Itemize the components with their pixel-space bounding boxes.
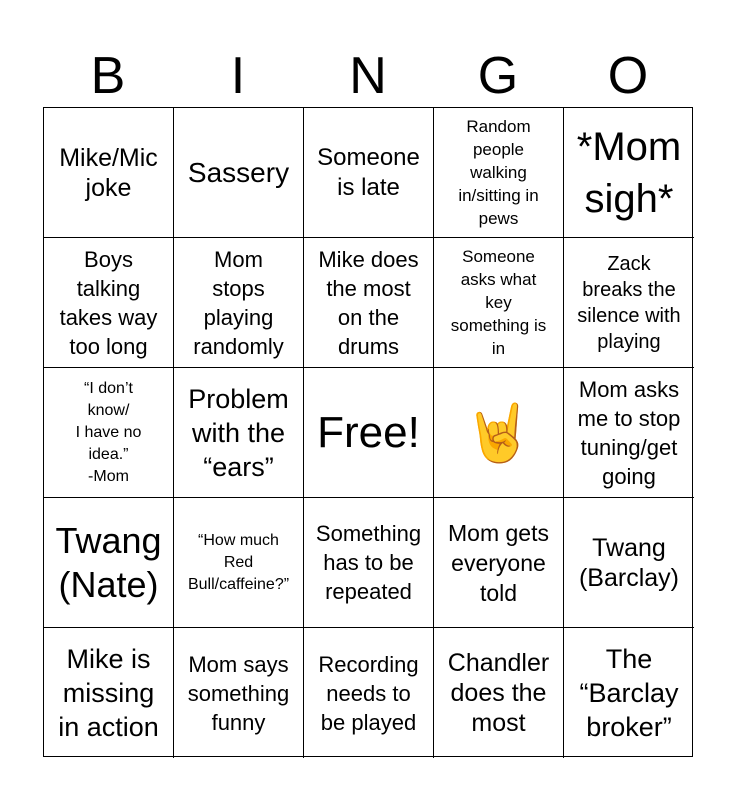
bingo-cell[interactable]	[174, 368, 304, 498]
bingo-header	[43, 45, 693, 107]
bingo-cell[interactable]	[564, 628, 694, 758]
bingo-cell[interactable]	[434, 238, 564, 368]
bingo-cell[interactable]	[564, 108, 694, 238]
bingo-cell[interactable]	[564, 238, 694, 368]
cell-text: Mom stops playing randomly	[193, 246, 284, 359]
bingo-cell[interactable]	[44, 498, 174, 628]
bingo-cell[interactable]	[174, 108, 304, 238]
header-letter-g: G	[477, 47, 519, 105]
cell-text: Zack breaks the silence with playing	[577, 252, 681, 353]
cell-text: Someone asks what key something is in	[450, 247, 547, 358]
cell-text: Chandler does the most	[447, 649, 550, 737]
bingo-cell[interactable]	[434, 498, 564, 628]
bingo-cell[interactable]	[44, 108, 174, 238]
bingo-cell[interactable]	[174, 498, 304, 628]
bingo-cell[interactable]	[434, 628, 564, 758]
bingo-cell[interactable]	[564, 368, 694, 498]
cell-text: The “Barclay broker”	[579, 644, 679, 742]
header-letter-i: I	[230, 47, 246, 105]
bingo-cell[interactable]	[304, 498, 434, 628]
free-space[interactable]	[304, 368, 434, 498]
header-letter-n: N	[349, 47, 387, 105]
cell-text: Mike/Mic joke	[59, 143, 158, 202]
cell-text: Sassery	[187, 156, 290, 188]
bingo-cell[interactable]	[304, 628, 434, 758]
bingo-cell[interactable]	[174, 628, 304, 758]
cell-text: Someone is late	[317, 143, 420, 201]
free-space-label: Free!	[317, 407, 420, 457]
cell-text: “How much Red Bull/caffeine?”	[187, 531, 290, 593]
cell-text: Mom says something funny	[187, 651, 290, 735]
bingo-cell[interactable]	[44, 628, 174, 758]
cell-text: Recording needs to be played	[318, 651, 419, 735]
bingo-cell[interactable]	[44, 368, 174, 498]
header-letter-o: O	[607, 47, 649, 105]
cell-text: *Mom sigh*	[576, 124, 682, 221]
bingo-cell[interactable]	[564, 498, 694, 628]
bingo-cell[interactable]	[44, 238, 174, 368]
cell-text: “I don’t know/ I have no idea.” -Mom	[75, 379, 142, 485]
rock-hand-icon: 🤘	[463, 400, 534, 464]
bingo-cell[interactable]	[174, 238, 304, 368]
cell-text: Mike does the most on the drums	[318, 246, 419, 359]
cell-text: Boys talking takes way too long	[59, 246, 158, 359]
bingo-cell[interactable]	[304, 108, 434, 238]
bingo-cell[interactable]	[434, 108, 564, 238]
cell-text: Mike is missing in action	[58, 644, 159, 742]
header-letter-b: B	[90, 47, 126, 105]
cell-text: Mom asks me to stop tuning/get going	[577, 376, 681, 489]
cell-text: Twang (Barclay)	[578, 533, 679, 592]
bingo-grid	[43, 107, 693, 757]
bingo-cell[interactable]	[304, 238, 434, 368]
cell-text: Random people walking in/sitting in pews	[458, 117, 539, 228]
cell-text: Problem with the “ears”	[188, 383, 289, 482]
bingo-cell[interactable]	[434, 368, 564, 498]
cell-text: Something has to be repeated	[315, 521, 422, 604]
cell-text: Twang (Nate)	[55, 519, 162, 605]
cell-text: Mom gets everyone told	[448, 519, 549, 606]
